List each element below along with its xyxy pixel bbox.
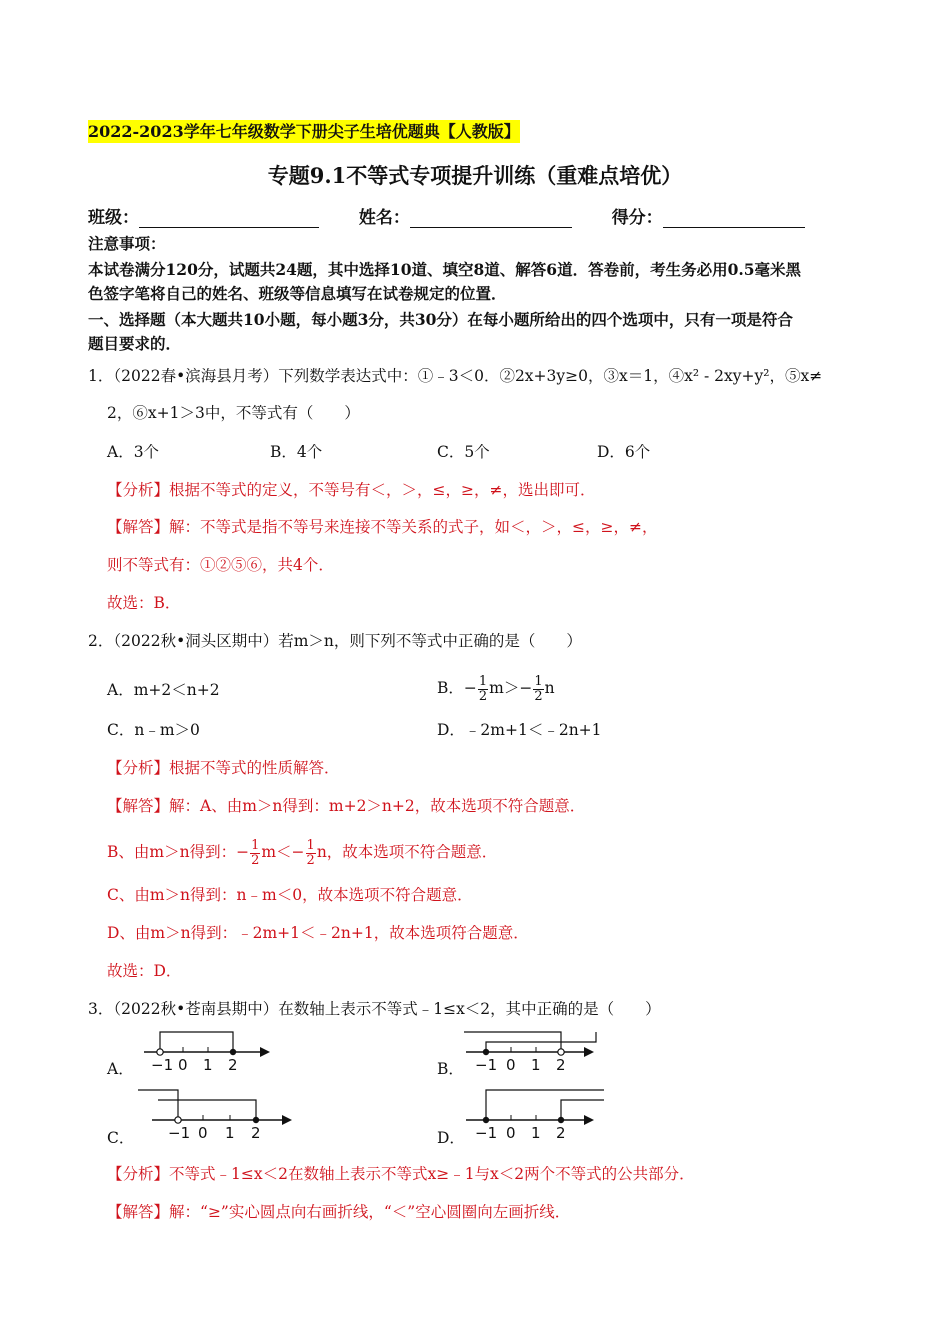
class-label: 班级： <box>88 208 139 228</box>
q2-answer-b: B、由m＞n得到：− $\frac{1}{2}$ m＜− $\frac{1}{2}$ n，故本选项不符合题意． <box>107 837 498 868</box>
q3-option-b-label[interactable]: B． <box>437 1060 464 1078</box>
q2-stem: 2．（2022秋•洞头区期中）若m＞n，则下列不等式中正确的是（ ） <box>88 632 582 650</box>
q2-analysis: 【分析】根据不等式的性质解答． <box>107 759 340 777</box>
name-label: 姓名： <box>358 208 410 228</box>
number-line-a[interactable] <box>138 1026 278 1076</box>
score-blank[interactable] <box>663 209 805 228</box>
tick-label: 2 <box>251 1124 261 1142</box>
q3-stem: 3．（2022秋•苍南县期中）在数轴上表示不等式﹣1≤x＜2，其中正确的是（ ） <box>88 1000 661 1018</box>
q1-choice: 故选：B． <box>107 594 181 612</box>
class-blank[interactable] <box>139 209 319 228</box>
notice-line-2: 色签字笔将自己的姓名、班级等信息填写在试卷规定的位置． <box>88 284 507 303</box>
name-blank[interactable] <box>410 209 572 228</box>
q3-answer: 【解答】解：“≥”实心圆点向右画折线，“＜”空心圆圈向左画折线． <box>107 1203 571 1221</box>
number-line-b[interactable] <box>462 1026 602 1076</box>
q2-option-d[interactable]: D．﹣2m+1＜﹣2n+1 <box>437 721 602 739</box>
info-row <box>88 208 805 228</box>
q1-option-b[interactable]: B．4个 <box>270 443 323 461</box>
tick-label: 0 <box>178 1056 188 1074</box>
fraction: $\frac{1}{2}$ <box>478 673 488 704</box>
q3-analysis: 【分析】不等式﹣1≤x＜2在数轴上表示不等式x≥﹣1与x＜2两个不等式的公共部分． <box>107 1165 695 1183</box>
section-heading-line-1: 一、选择题（本大题共10小题，每小题3分，共30分）在每小题所给出的四个选项中，只有一项是符合 <box>88 310 793 329</box>
notice-heading: 注意事项： <box>88 234 166 253</box>
q1-stem-cont: 2，⑥x+1＞3中，不等式有（ ） <box>107 404 360 422</box>
tick-label: 1 <box>531 1056 541 1074</box>
fraction: $\frac{1}{2}$ <box>251 837 260 868</box>
q2-choice: 故选：D． <box>107 962 182 980</box>
q2-option-c[interactable]: C．n﹣m＞0 <box>107 721 200 739</box>
tick-label: 0 <box>506 1124 516 1142</box>
tick-label: 2 <box>556 1056 566 1074</box>
notice-line-1: 本试卷满分120分，试题共24题，其中选择10道、填空8道、解答6道．答卷前，考生务必用0.5毫米黑 <box>88 260 802 279</box>
tick-label: −1 <box>475 1124 498 1142</box>
header-banner: 2022-2023学年七年级数学下册尖子生培优题典【人教版】 <box>88 122 520 141</box>
q2-option-a[interactable]: A．m+2＜n+2 <box>107 681 220 699</box>
q2-answer-c: C、由m＞n得到：n﹣m＜0，故本选项不符合题意． <box>107 886 473 904</box>
q3-option-a-label[interactable]: A． <box>107 1060 134 1078</box>
tick-label: 0 <box>198 1124 208 1142</box>
page-title: 专题9.1不等式专项提升训练（重难点培优） <box>267 163 683 188</box>
q1-analysis: 【分析】根据不等式的定义，不等号有＜，＞，≤，≥，≠，选出即可． <box>107 481 596 499</box>
q2-answer-a: 【解答】解：A、由m＞n得到：m+2＞n+2，故本选项不符合题意． <box>107 797 586 815</box>
q1-stem: 1．（2022春•滨海县月考）下列数学表达式中：①﹣3＜0．②2x+3y≥0，③x＝1，④x² - 2xy+y²，⑤x≠ <box>88 367 823 385</box>
q3-option-d-label[interactable]: D． <box>437 1129 465 1147</box>
tick-label: −1 <box>151 1056 174 1074</box>
q1-answer-2: 则不等式有：①②⑤⑥，共4个． <box>107 556 334 574</box>
q1-option-a[interactable]: A．3个 <box>107 443 160 461</box>
fraction: $\frac{1}{2}$ <box>534 673 543 704</box>
score-label: 得分： <box>611 208 663 228</box>
q1-option-c[interactable]: C．5个 <box>437 443 490 461</box>
section-heading-line-2: 题目要求的． <box>88 334 182 353</box>
tick-label: 1 <box>225 1124 235 1142</box>
fraction: $\frac{1}{2}$ <box>306 837 315 868</box>
tick-label: 1 <box>203 1056 213 1074</box>
tick-label: −1 <box>475 1056 498 1074</box>
q1-answer-1: 【解答】解：不等式是指不等号来连接不等关系的式子，如＜，＞，≤，≥，≠， <box>107 518 658 536</box>
tick-label: 2 <box>228 1056 238 1074</box>
q1-option-d[interactable]: D．6个 <box>597 443 651 461</box>
q3-option-c-label[interactable]: C． <box>107 1129 135 1147</box>
q2-answer-d: D、由m＞n得到：﹣2m+1＜﹣2n+1，故本选项符合题意． <box>107 924 529 942</box>
number-line-d[interactable] <box>462 1080 606 1144</box>
tick-label: −1 <box>168 1124 191 1142</box>
tick-label: 1 <box>531 1124 541 1142</box>
number-line-c[interactable] <box>138 1080 298 1144</box>
tick-label: 2 <box>556 1124 566 1142</box>
q2-option-b[interactable]: B．− $\frac{1}{2}$ m＞− $\frac{1}{2}$ n <box>437 673 555 704</box>
tick-label: 0 <box>506 1056 516 1074</box>
